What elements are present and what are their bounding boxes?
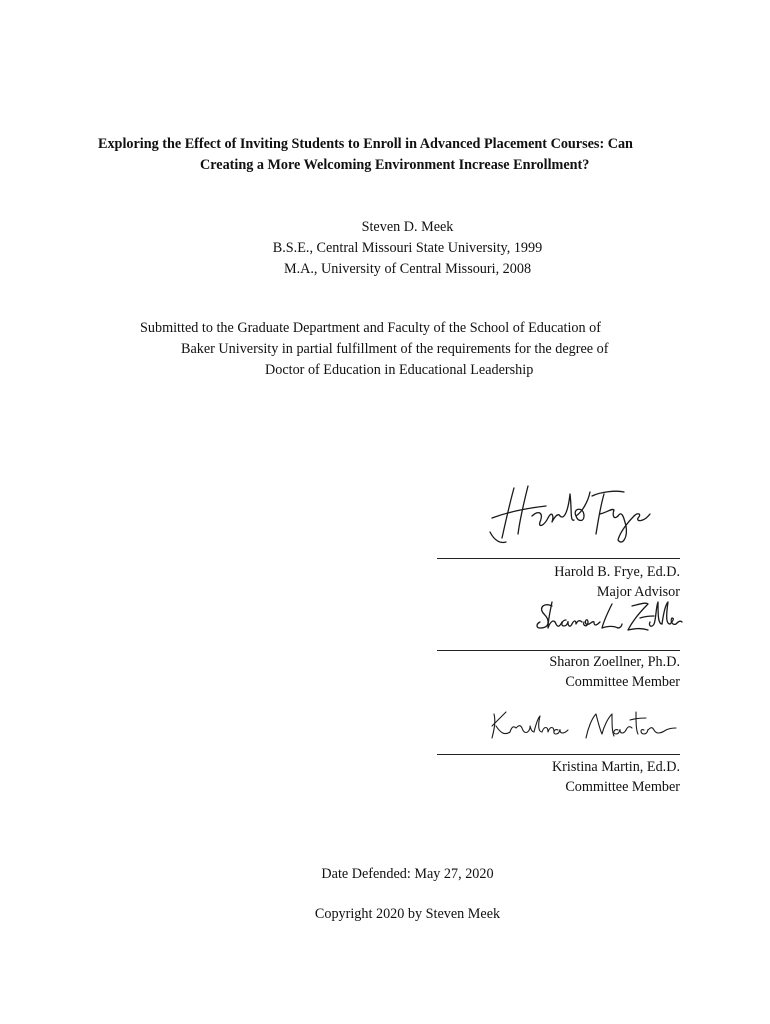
committee-member-1-name: Harold B. Frye, Ed.D. [554,564,680,580]
signature-harold-frye [488,482,658,552]
committee-member-2-role: Committee Member [565,674,680,690]
submission-line-2: Baker University in partial fulfillment of the requirements for the degree of [181,341,609,357]
committee-member-1-role: Major Advisor [596,584,680,600]
title-line-1: Exploring the Effect of Inviting Students to Enroll in Advanced Placement Courses: Can [98,136,633,152]
committee-member-2 [549,652,680,692]
author-name: Steven D. Meek [361,219,454,235]
title-line-2: Creating a More Welcoming Environment Increase Enrollment? [200,157,590,173]
committee-member-3 [552,757,680,797]
signature-line-1 [437,558,680,559]
author-block [0,217,770,280]
submission-line-3: Doctor of Education in Educational Leadership [265,362,534,378]
committee-member-1 [554,562,680,602]
dissertation-title [60,134,760,176]
author-degree-2: M.A., University of Central Missouri, 2008 [283,261,532,277]
date-defended: Date Defended: May 27, 2020 [321,866,494,882]
submission-line-1: Submitted to the Graduate Department and Faculty of the School of Education of [140,320,601,336]
signature-kristina-martin [488,704,678,748]
committee-member-3-name: Kristina Martin, Ed.D. [551,759,680,775]
committee-member-2-name: Sharon Zoellner, Ph.D. [549,654,680,670]
signature-line-2 [437,650,680,651]
signature-sharon-zoellner [536,598,686,638]
committee-member-3-role: Committee Member [565,779,680,795]
signature-line-3 [437,754,680,755]
author-degree-1: B.S.E., Central Missouri State University, 1999 [272,240,543,256]
copyright-notice: Copyright 2020 by Steven Meek [314,906,501,922]
